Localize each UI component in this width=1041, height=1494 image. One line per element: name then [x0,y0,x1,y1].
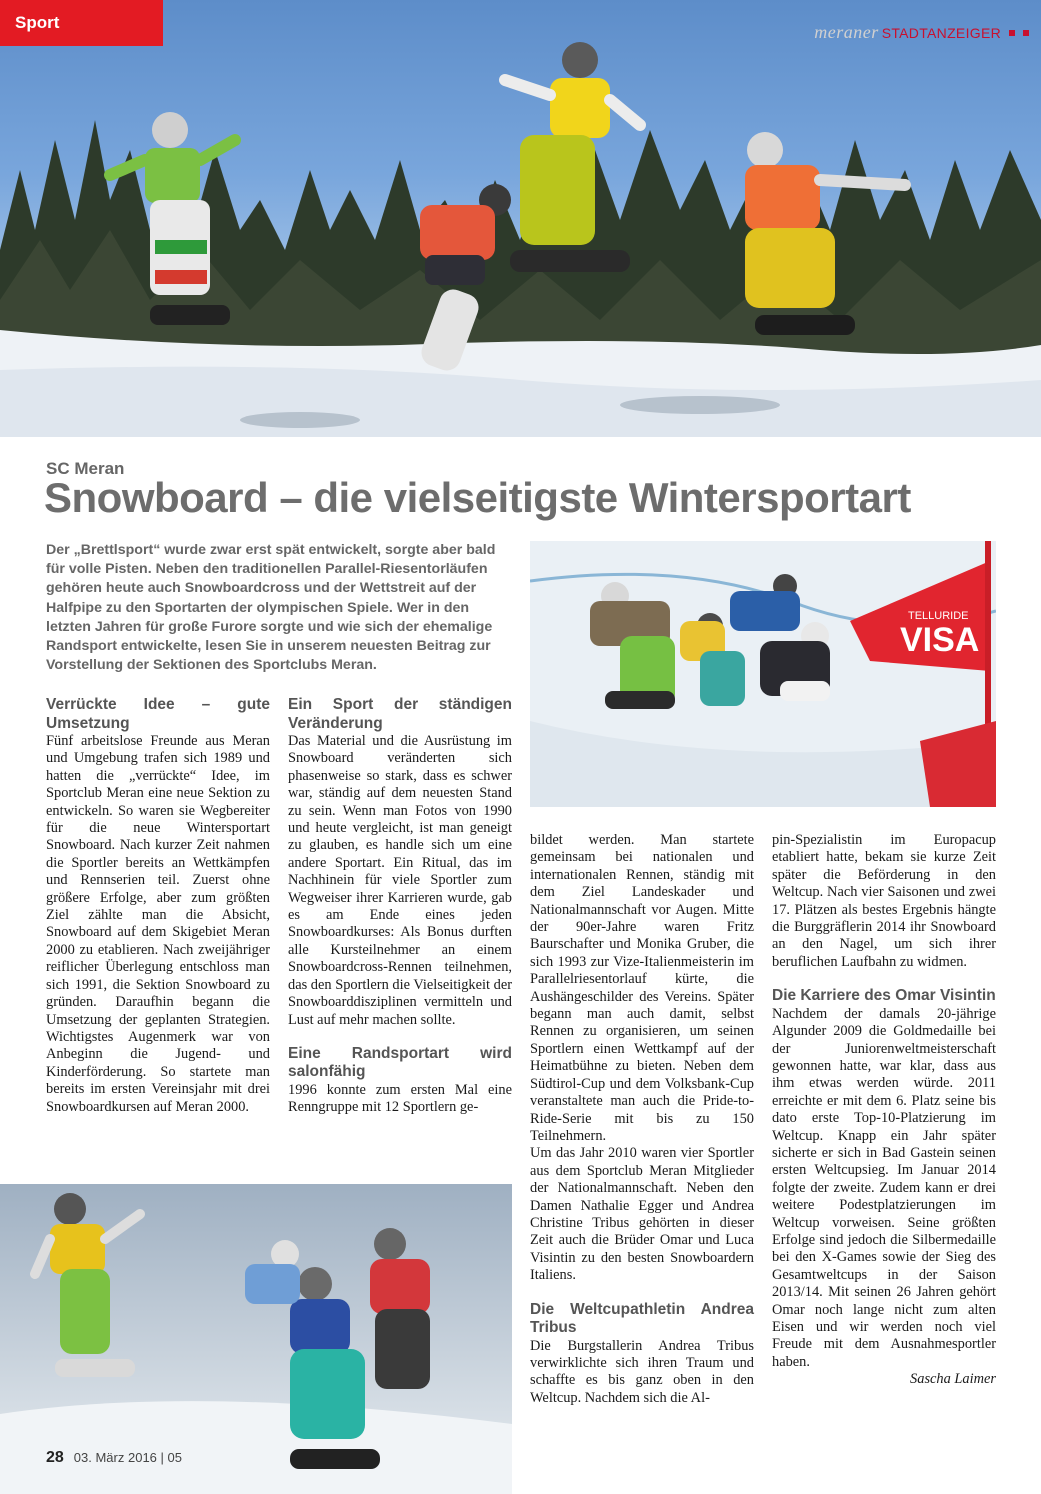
page-number: 28 [46,1449,64,1466]
banner-telluride-text: TELLURIDE [908,610,969,622]
section-body: Nachdem der damals 20-jährige Algunder 2009 die Goldmedaille bei der Juniorenweltmeisterschaft gewonnen hatte, war klar, dass aus ihm etwas werden würde. 2011 erreichte er mit dem 6. Platz seine bis dato erste Top-10-Platzierung im Weltcup. Knapp ein Jahr später sicherte er sich in Bad Gastein seinen ersten Weltcupsieg. Im Januar 2014 folgte der zweite. Zudem kann er drei weitere Podestplatzierungen im Weltcup vorweisen. Seine größten Erfolge sind jedoch die Silbermedaille bei den X-Games sowie der Sieg des Gesamtweltcups in der Saison 2013/14. Mit seinen 26 Jahren gehört Omar noch lange nicht zum alten Eisen und wir werden noch viel Freude mit dem Ausnahmesportler haben. [772,1005,996,1370]
masthead-square-icon [1009,30,1015,36]
snowboardcross-photo-art [530,541,996,807]
masthead-brand-italic: meraner [814,22,879,42]
section-body: Fünf arbeitslose Freunde aus Meran und Umgebung trafen sich 1989 und hatten die „verrückte“ Idee, im Sportclub Meran eine neue Sektion zu entwickeln. So waren sie Wegbereiter für die neue Wintersportart Snowboard. Nach kurzer Zeit nahmen die Sportler bereits an Wettkämpfen und Rennserien teil. Zuerst ohne größere Erfolge, aber zum größten Ziel zählte man die Absicht, Snowboard auf dem Skigebiet Meran 2000 zu etablieren. Nach zweijähriger reiflicher Überlegung entschloss man sich 1991, die Sektion Snowboard zu gründen. Daraufhin begann die Umsetzung der geplanten Strategien. Wichtigstes Augenmerk war von Anbeginn die Jugend- und Kinderförderung. So startete man bereits im ersten Vereinsjahr mit drei Snowboardkursen auf Meran 2000. [46,733,270,1115]
riders-jump-photo [0,1184,512,1494]
column-2 [288,696,512,1117]
column-4 [772,832,996,1389]
masthead-square-icon [1023,30,1029,36]
section-heading: Eine Randsportart wird salonfähig [288,1044,512,1081]
snowboardcross-photo [530,541,996,807]
section-body: 1996 konnte zum ersten Mal eine Renngruppe mit 12 Sportlern ge- [288,1081,512,1116]
article-kicker: SC Meran [46,459,125,478]
column-1 [46,696,270,1116]
article-lead: Der „Brettlsport“ wurde zwar erst spät entwickelt, sorgte aber bald für volle Pisten. Neben den traditionellen Parallel-Riesentorläufen gehören heute auch Snowboardcross und der Wettstreit auf der Halfpipe zu den Sportarten der olympischen Spiele. Wer in den letzten Jahren für große Furore sorgte und wie sich der ehemalige Randsport entwickelte, lesen Sie in unserem neuesten Beitrag zur Vorstellung der Sektionen des Sportclubs Meran. [46,542,496,674]
section-heading: Ein Sport der ständigen Veränderung [288,696,512,732]
issue-date: 03. März 2016 | 05 [73,1450,182,1465]
hero-photo-art [0,0,1041,437]
riders-jump-photo-art [0,1184,512,1494]
section-body: pin-Spezialistin im Europacup etabliert hatte, bekam sie kurze Zeit später die Beförderung in den Weltcup. Nach vier Saisonen und zwei 17. Plätzen als bestes Ergebnis hängte die Burggräflerin 2014 ihr Snowboard an den Nagel, um sich ihrer beruflichen Laufbahn zu widmen. [772,832,996,970]
hero-photo [0,0,1041,437]
section-heading: Verrückte Idee – gute Umsetzung [46,696,270,732]
masthead-brand-caps: STADTANZEIGER [881,24,1001,41]
banner-visa-text: VISA [900,621,980,659]
masthead-logo [814,22,1029,43]
article-headline: Snowboard – die vielseitigste Wintersportart [44,474,911,521]
section-heading: Die Karriere des Omar Visintin [772,987,996,1005]
section-heading: Die Weltcupathletin Andrea Tribus [530,1300,754,1337]
section-body: Das Material und die Ausrüstung im Snowboard veränderten sich phasenweise so stark, dass es schwer war, ständig auf dem neuesten Stand zu sein. Wenn man Fotos von 1990 und heute vergleicht, ist man geneigt zu glauben, es handle sich um eine andere Sportart. Ein Ritual, das im Nachhinein für viele Sportler zum Wegweiser ihrer Karrieren wurde, gab es am Ende eines jeden Snowboardkurses: Als Bonus durften alle Kursteilnehmer an einem Snowboardcross-Rennen teilnehmen, das den Sportlern die Vielseitigkeit der Snowboarddisziplinen vermitteln und Lust auf mehr machen sollte. [288,733,512,1028]
column-3 [530,832,754,1407]
section-body: bildet werden. Man startete gemeinsam bei nationalen und internationalen Rennen, ständig mit dem Ziel Landeskader und Nationalmannschaft vor Augen. Mitte der 90er-Jahre waren Fritz Baurschafter und Monika Gruber, die sich 1993 zur Vize-Italienmeisterin im Parallelriesentorlauf kürte, die Aushängeschilder des Vereins. Später begann man auch damit, selbst Rennen zu organisieren, um seinen Sportlern einen Wettkampf auf der Heimatbühne zu bieten. Neben dem Südtirol-Cup und dem Volksbank-Cup veranstaltete man auch die Pride-to-Ride-Serie mit bis zu 150 Teilnehmern. [530,832,754,1144]
author-byline: Sascha Laimer [910,1371,996,1388]
page-footer [46,1449,182,1467]
section-label: Sport [0,0,163,46]
section-body: Um das Jahr 2010 waren vier Sportler aus dem Sportclub Meran Mitglieder der Nationalmannschaft. Neben den Damen Nathalie Egger und Andrea Christine Tribus gehörten in dieser Zeit auch die Brüder Omar und Luca Visintin zu den besten Snowboardern Italiens. [530,1145,754,1284]
section-body: Die Burgstallerin Andrea Tribus verwirklichte sich ihren Traum und schaffte es bis ganz oben in den Weltcup. Nachdem sich die Al- [530,1337,754,1406]
